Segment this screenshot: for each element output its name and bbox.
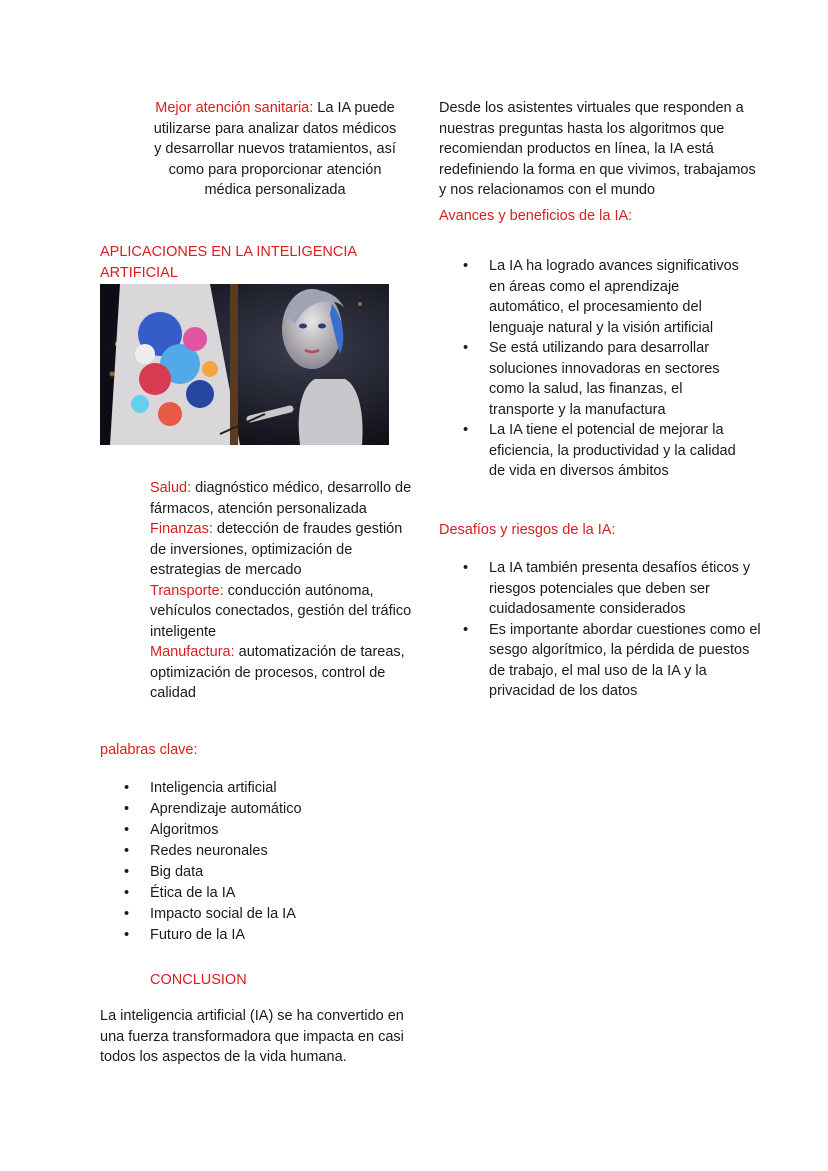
ai-humanoid-painter-icon — [100, 284, 389, 445]
keyword-item: • Algoritmos — [100, 820, 400, 841]
challenges-heading: Desafíos y riesgos de la IA: — [439, 522, 616, 538]
sector-transport — [150, 581, 412, 643]
keyword-item: • Impacto social de la IA — [100, 904, 400, 925]
health-intro-line-1 — [140, 98, 410, 119]
sector-manufacturing-label: Manufactura: — [150, 644, 235, 660]
sector-finance-label: Finanzas: — [150, 521, 213, 537]
keyword-item: • Ética de la IA — [100, 883, 400, 904]
health-intro-line-2: utilizarse para analizar datos médicos — [153, 120, 397, 137]
sector-health — [150, 478, 412, 519]
conclusion-heading: CONCLUSION — [150, 972, 247, 988]
health-intro-line-3: y desarrollar nuevos tratamientos, así — [154, 141, 396, 157]
ai-humanoid-painter-image — [100, 284, 389, 445]
list-item: • La IA tiene el potencial de mejorar la eficiencia, la productividad y la calidad de vida en diversos ámbitos — [439, 420, 749, 482]
keywords-heading: palabras clave: — [100, 742, 198, 758]
keyword-item: • Aprendizaje automático — [100, 799, 400, 820]
keyword-list — [100, 778, 400, 946]
list-item: • Es importante abordar cuestiones como el sesgo algorítmico, la pérdida de puestos de trabajo, el mal uso de la IA y la privacidad de los datos — [439, 620, 761, 702]
sector-manufacturing-text: automatización de tareas, optimización de procesos, control de calidad — [150, 644, 405, 701]
list-item: • La IA ha logrado avances significativos en áreas como el aprendizaje automático, el procesamiento del lenguaje natural y la visión artificial — [439, 256, 749, 338]
advances-heading: Avances y beneficios de la IA: — [439, 208, 633, 224]
sector-transport-label: Transporte: — [150, 582, 224, 599]
challenges-list — [439, 558, 761, 702]
list-item: • La IA también presenta desafíos éticos y riesgos potenciales que deben ser cuidadosamente considerados — [439, 558, 761, 620]
sector-list — [150, 478, 412, 704]
sector-finance — [150, 519, 412, 581]
applications-heading-line-1: APLICACIONES EN LA INTELIGENCIA — [100, 244, 358, 260]
keyword-item: • Big data — [100, 862, 400, 883]
health-intro-label: Mejor atención sanitaria: — [155, 100, 314, 116]
applications-heading — [100, 242, 400, 283]
list-item: • Se está utilizando para desarrollar soluciones innovadoras en sectores como la salud, las finanzas, el transporte y la manufactura — [439, 338, 749, 420]
health-intro-line-4: como para proporcionar atención — [168, 161, 382, 178]
applications-heading-line-2: ARTIFICIAL — [100, 264, 178, 281]
conclusion-text: La inteligencia artificial (IA) se ha convertido en una fuerza transformadora que impacta en casi todos los aspectos de la vida humana. — [100, 1008, 404, 1065]
health-intro-line1-text: La IA puede — [313, 100, 395, 116]
keyword-item: • Redes neuronales — [100, 841, 400, 862]
sector-health-text: diagnóstico médico, desarrollo de fármacos, atención personalizada — [150, 480, 412, 517]
intro-paragraph: Desde los asistentes virtuales que responden a nuestras preguntas hasta los algoritmos que recomiendan productos en línea, la IA está redefiniendo la forma en que vivimos, trabajamos y nos relacionamos con el mundo — [439, 100, 756, 198]
keyword-item: • Inteligencia artificial — [100, 778, 400, 799]
sector-finance-text: detección de fraudes gestión de inversiones, optimización de estrategias de mercado — [150, 521, 403, 578]
health-intro — [140, 98, 410, 201]
sector-health-label: Salud: — [150, 480, 192, 496]
sector-transport-text: conducción autónoma, vehículos conectados, gestión del tráfico inteligente — [150, 582, 412, 640]
health-intro-line-5: médica personalizada — [204, 182, 346, 198]
keyword-item: • Futuro de la IA — [100, 925, 400, 946]
sector-manufacturing — [150, 642, 412, 704]
advances-list — [439, 256, 749, 482]
